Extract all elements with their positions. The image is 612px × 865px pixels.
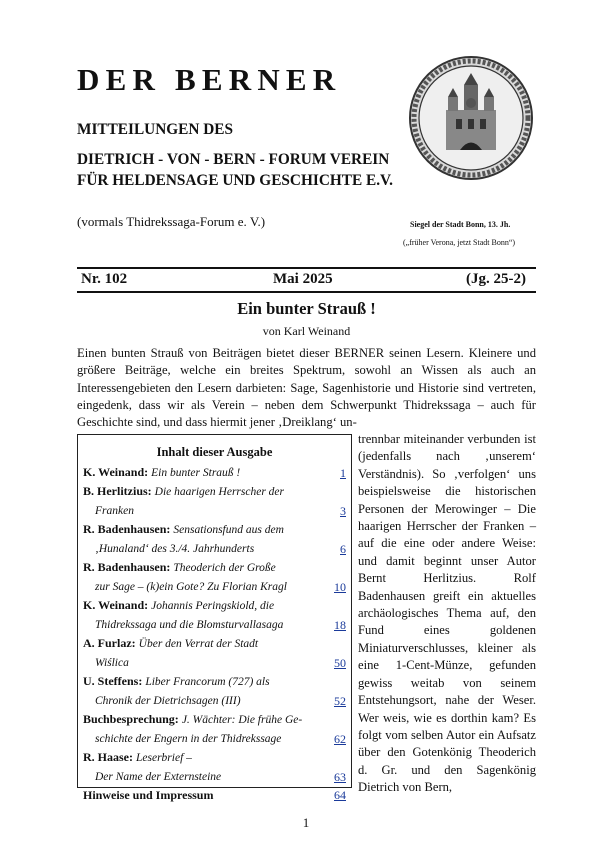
toc-entry-title-continued: schichte der Engern in der Thidrekssage: [95, 733, 282, 745]
toc-entry-author: K. Weinand:: [83, 465, 149, 479]
toc-entry-author: R. Badenhausen:: [83, 522, 171, 536]
toc-entry-title: Leserbrief –: [136, 752, 192, 764]
organization-name: DIETRICH - VON - BERN - FORUM VEREIN FÜR HELDENSAGE UND GESCHICHTE E.V.: [77, 151, 393, 189]
toc-page-link[interactable]: 6: [340, 542, 346, 556]
article-body-column: trennbar miteinander verbunden ist (jedenfalls nach ‚unserem‘ Verständnis). So ‚verfolgen‘ uns beispielsweise die historischen Personen der Merowinger – Die haarigen Herrscher der Franken – auf die eine oder andere Weise: und damit beginnt unser Autor Bernt Herlitzius. Rolf Badenhausen greift ein aktuelles archäologisches Thema auf, den Fund eines goldenen Miniaturverschlusses, kleiner als eine 1-Cent-Münze, gefunden gewiss weitab von seinem Entstehungsort, nahe der Weser. Wer weis, wie es dorthin kam? Es folgt vom selben Autor ein Aufsatz über den Gotenkönig Theoderich d. Gr. und den Sagenkönig Dietrich von Bern,: [358, 432, 536, 795]
toc-entry-title-continued: zur Sage – (k)ein Gote? Zu Florian Kragl: [95, 581, 287, 593]
toc-entry-author: R. Badenhausen:: [83, 560, 171, 574]
toc-entry-author: B. Herlitzius:: [83, 484, 152, 498]
table-of-contents: [77, 434, 352, 802]
newsletter-title: DER BERNER: [77, 62, 342, 97]
toc-entry-title: Ein bunter Strauß !: [151, 467, 241, 479]
toc-page-link[interactable]: 1: [340, 466, 346, 480]
issue-info: [77, 271, 536, 291]
article-author: von Karl Weinand: [262, 324, 351, 338]
toc-entry-author: K. Weinand:: [83, 598, 149, 612]
toc-page-link[interactable]: 50: [334, 656, 346, 670]
top-rule: [77, 267, 536, 269]
seal-caption: Siegel der Stadt Bonn, 13. Jh.: [410, 220, 511, 229]
toc-entry-line: [83, 710, 330, 729]
toc-entry-author: A. Furlaz:: [83, 636, 136, 650]
bottom-rule: [77, 291, 536, 293]
toc-entry-line: [83, 463, 330, 482]
toc-entry-line: [83, 596, 330, 615]
toc-entry-line: [83, 748, 330, 767]
toc-entry-author: U. Steffens:: [83, 674, 143, 688]
issue-date: Mai 2025: [273, 271, 333, 287]
toc-entry: [83, 710, 346, 748]
toc-page-link[interactable]: 62: [334, 732, 346, 746]
toc-entry-title-continued: Chronik der Dietrichsagen (III): [95, 695, 241, 707]
toc-entry-title: Theoderich der Große: [173, 562, 276, 574]
toc-entry-title: J. Wächter: Die frühe Ge-: [181, 714, 303, 726]
issue-volume: (Jg. 25-2): [466, 271, 526, 287]
toc-entry: [83, 748, 346, 786]
seal-subcaption: („früher Verona, jetzt Stadt Bonn“): [403, 238, 516, 247]
subtitle-line: MITTEILUNGEN DES: [77, 121, 233, 138]
toc-entry-title: Über den Verrat der Stadt: [138, 638, 259, 650]
toc-entry: [83, 463, 346, 482]
toc-entry-line: [83, 520, 330, 539]
toc-page-link[interactable]: 18: [334, 618, 346, 632]
toc-entry: [83, 520, 346, 558]
toc-page-link[interactable]: 63: [334, 770, 346, 784]
toc-entry-title-continued: Franken: [95, 505, 134, 517]
toc-entry: [83, 596, 346, 634]
toc-entry: [83, 634, 346, 672]
toc-entry: [83, 482, 346, 520]
toc-entry-author: Buchbesprechung:: [83, 712, 179, 726]
toc-entry-line: [83, 634, 330, 653]
toc-entry-title: Johannis Peringskiold, die: [151, 600, 275, 612]
toc-entry-line: [83, 786, 330, 804]
toc-entry-title-continued: Thidrekssaga und die Blomsturvallasaga: [95, 619, 284, 631]
toc-entry-title: Die haarigen Herrscher der: [154, 486, 285, 498]
toc-heading: Inhalt dieser Ausgabe: [156, 445, 273, 459]
issue-number: Nr. 102: [81, 271, 128, 287]
article-title: Ein bunter Strauß !: [237, 299, 376, 318]
toc-entry-author: R. Haase:: [83, 750, 133, 764]
toc-entry-title-continued: ‚Hunaland‘ des 3./4. Jahrhunderts: [95, 543, 255, 555]
city-seal-icon: [408, 55, 534, 181]
masthead: [77, 62, 407, 98]
toc-list: [83, 463, 346, 804]
former-name: (vormals Thidrekssaga-Forum e. V.): [77, 214, 266, 229]
toc-entry-title: Sensationsfund aus dem: [173, 524, 284, 536]
toc-page-link[interactable]: 52: [334, 694, 346, 708]
toc-entry: [83, 558, 346, 596]
toc-entry-line: [83, 482, 330, 501]
toc-entry: [83, 786, 346, 804]
page-number: 1: [302, 815, 310, 830]
toc-page-link[interactable]: 64: [334, 788, 346, 802]
toc-entry-author: Hinweise und Impressum: [83, 788, 214, 802]
toc-entry-line: [83, 672, 330, 691]
toc-entry: [83, 672, 346, 710]
toc-entry-line: [83, 558, 330, 577]
toc-page-link[interactable]: 10: [334, 580, 346, 594]
toc-entry-title-continued: Wiślica: [95, 657, 129, 669]
toc-entry-title-continued: Der Name der Externsteine: [95, 771, 222, 783]
article-lead-paragraph: Einen bunten Strauß von Beiträgen bietet dieser BERNER seinen Lesern. Kleinere und größere Beiträge, welche ein breites Spektrum, sowohl an Wissen als auch an Interessengebieten den Lesern darbieten: Sage, Sagenhistorie und Historie sind vertreten, eingedenk, dass wir als Verein – neben dem Schwerpunkt Thidrekssaga – auch für Geschichte sind, und dass hiermit jener ‚Dreiklang‘ un-: [77, 346, 536, 430]
toc-page-link[interactable]: 3: [340, 504, 346, 518]
toc-entry-title: Liber Francorum (727) als: [145, 676, 270, 688]
